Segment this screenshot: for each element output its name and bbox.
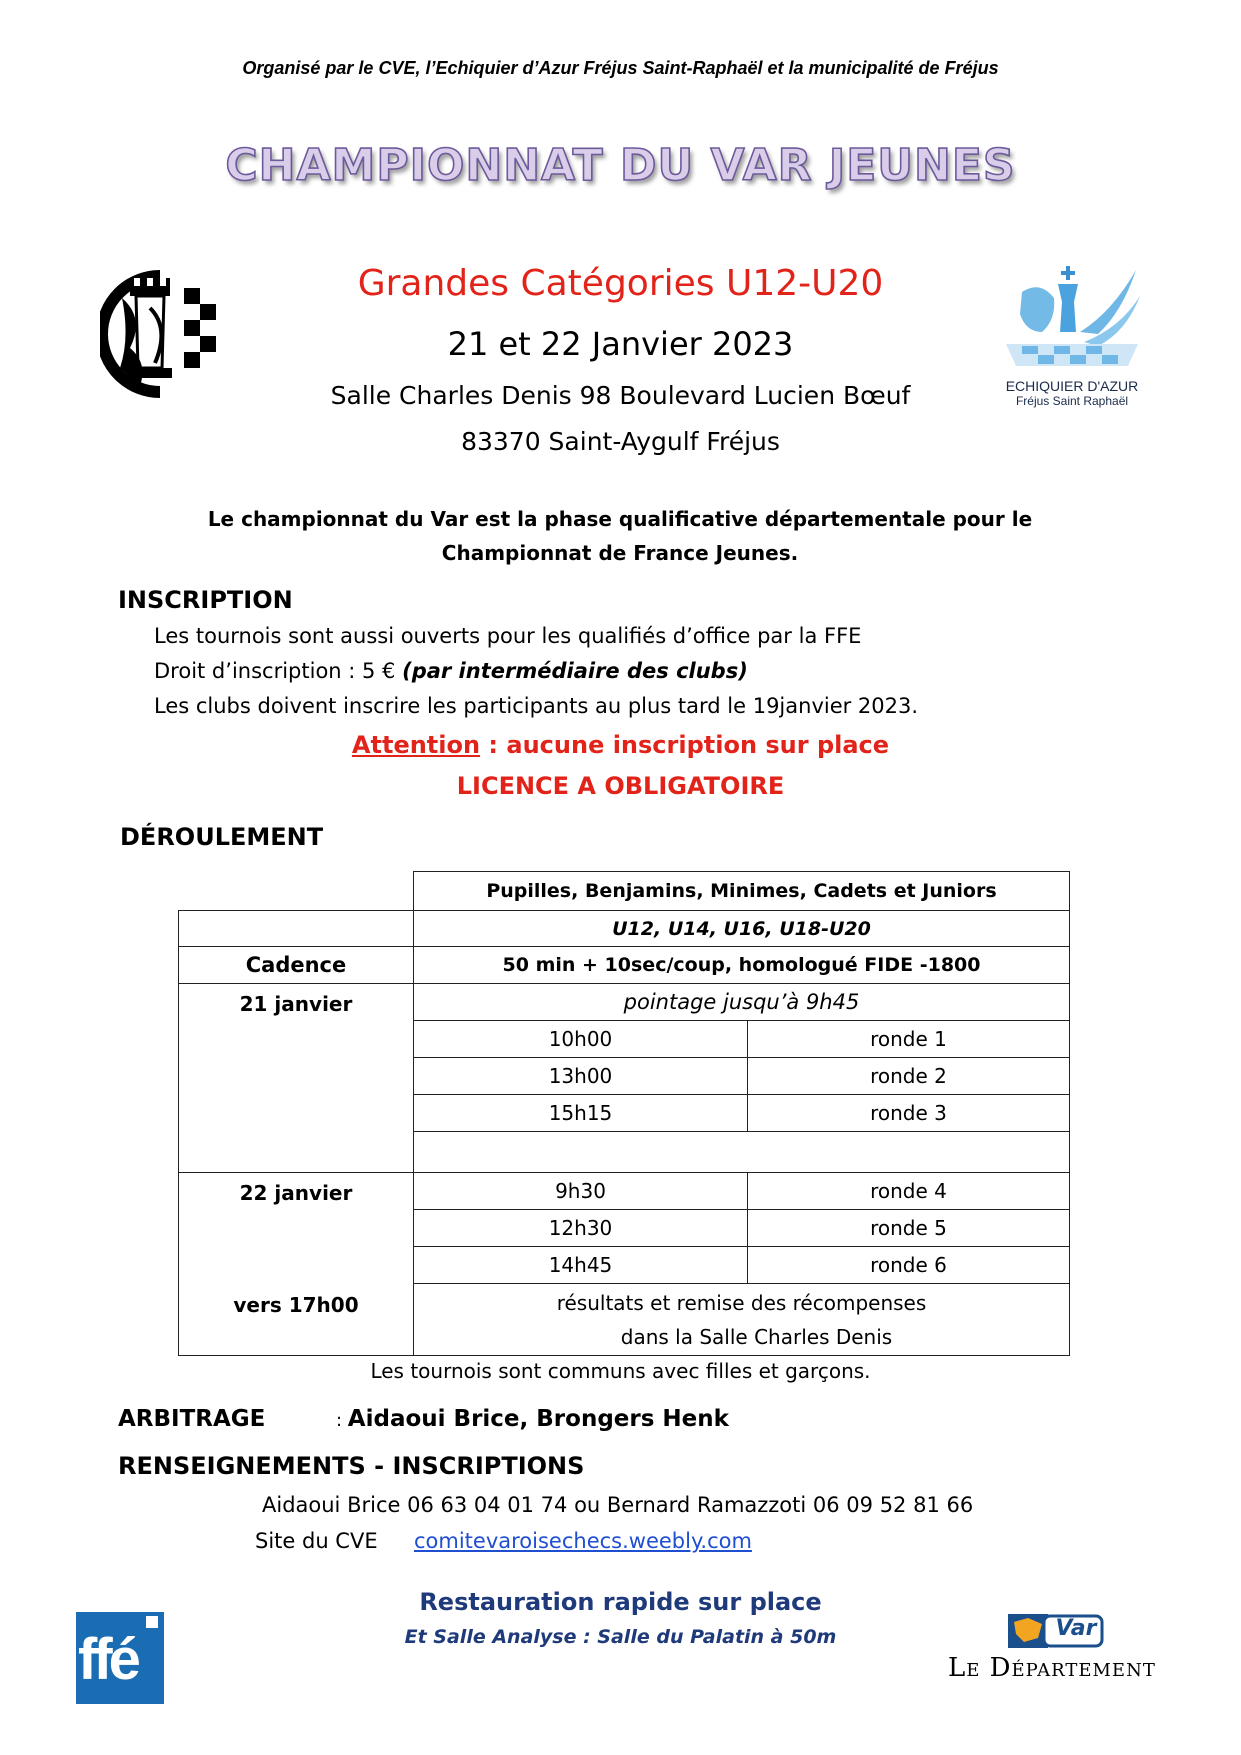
closing-line-2: dans la Salle Charles Denis (620, 1324, 893, 1349)
main-title: CHAMPIONNAT DU VAR JEUNES (225, 140, 1016, 191)
var-badge (1008, 1612, 1104, 1650)
arbitrage-value (336, 1406, 729, 1432)
ffe-dot (146, 1616, 158, 1628)
day1-pointage: pointage jusqu’à 9h45 (413, 983, 1070, 1021)
day1-round3-time: 15h15 (413, 1094, 748, 1132)
day2-round5-time: 12h30 (413, 1209, 748, 1247)
deroulement-heading: DÉROULEMENT (120, 823, 324, 851)
renseignements-heading: RENSEIGNEMENTS - INSCRIPTIONS (118, 1452, 585, 1480)
departement-text: Le Département (948, 1653, 1156, 1683)
fee-note: (par intermédiaire des clubs) (402, 659, 748, 683)
contacts-line: Aidaoui Brice 06 63 04 01 74 ou Bernard Ramazzoti 06 09 52 81 66 (262, 1493, 974, 1517)
subtitle: Grandes Catégories U12-U20 (357, 263, 884, 304)
analyse-note: Et Salle Analyse : Salle du Palatin à 50m (404, 1626, 837, 1648)
spacer-row (413, 1131, 1070, 1173)
event-dates: 21 et 22 Janvier 2023 (447, 325, 794, 363)
cadence-value: 50 min + 10sec/coup, homologué FIDE -1800 (413, 946, 1070, 984)
inscription-line-2 (154, 659, 748, 683)
ffe-logo (76, 1612, 164, 1704)
commun-note: Les tournois sont communs avec filles et garçons. (370, 1359, 871, 1383)
arbitrage-label: ARBITRAGE (118, 1406, 266, 1432)
inscription-line-1: Les tournois sont aussi ouverts pour les qualifiés d’office par la FFE (154, 624, 862, 648)
intro-paragraph (160, 502, 1080, 570)
site-link[interactable]: comitevaroisechecs.weebly.com (414, 1529, 752, 1553)
empty-cell (178, 910, 414, 947)
fee-text: Droit d’inscription : 5 € (154, 659, 403, 683)
attention-word: Attention (351, 731, 481, 759)
day2-round4-name: ronde 4 (747, 1172, 1070, 1210)
day1-round2-name: ronde 2 (747, 1057, 1070, 1095)
day2-round6-name: ronde 6 (747, 1246, 1070, 1284)
site-label: Site du CVE (255, 1529, 378, 1553)
day2-round5-name: ronde 5 (747, 1209, 1070, 1247)
ffe-text: ffé (78, 1627, 137, 1692)
age-groups: U12, U14, U16, U18-U20 (413, 910, 1070, 947)
echiquier-sub: Fréjus Saint Raphaël (1015, 394, 1129, 408)
categories-header: Pupilles, Benjamins, Minimes, Cadets et Juniors (413, 871, 1070, 911)
organizer-line: Organisé par le CVE, l’Echiquier d’Azur Fréjus Saint-Raphaël et la municipalité de Fréjus (242, 58, 999, 78)
day1-round1-name: ronde 1 (747, 1020, 1070, 1058)
closing-cell (413, 1283, 1070, 1356)
attention-notice (0, 731, 1241, 759)
closing-label: vers 17h00 (233, 1293, 359, 1317)
day2-label: 22 janvier (239, 1181, 353, 1205)
address-line-1: Salle Charles Denis 98 Boulevard Lucien Bœuf (330, 381, 911, 410)
day2-label-cell (178, 1172, 414, 1356)
attention-rest: : aucune inscription sur place (480, 731, 890, 759)
day1-round1-time: 10h00 (413, 1020, 748, 1058)
day1-label: 21 janvier (178, 983, 414, 1173)
restauration-note: Restauration rapide sur place (419, 1588, 822, 1616)
day2-round4-time: 9h30 (413, 1172, 748, 1210)
echiquier-name: ECHIQUIER D'AZUR (1005, 378, 1139, 394)
day2-round6-time: 14h45 (413, 1246, 748, 1284)
intro-line-1: Le championnat du Var est la phase qualificative départementale pour le (207, 507, 1033, 531)
day1-round3-name: ronde 3 (747, 1094, 1070, 1132)
arbitrage-separator: : (336, 1410, 348, 1431)
day1-round2-time: 13h00 (413, 1057, 748, 1095)
licence-notice: LICENCE A OBLIGATOIRE (456, 772, 785, 800)
var-badge-text: Var (1055, 1616, 1097, 1641)
arbitrage-names: Aidaoui Brice, Brongers Henk (347, 1406, 729, 1432)
closing-line-1: résultats et remise des récompenses (556, 1290, 927, 1315)
intro-line-2: Championnat de France Jeunes. (441, 541, 799, 565)
inscription-heading: INSCRIPTION (118, 586, 293, 614)
inscription-line-3: Les clubs doivent inscrire les participants au plus tard le 19janvier 2023. (154, 694, 919, 718)
cadence-label: Cadence (178, 946, 414, 984)
address-line-2: 83370 Saint-Aygulf Fréjus (461, 427, 780, 456)
